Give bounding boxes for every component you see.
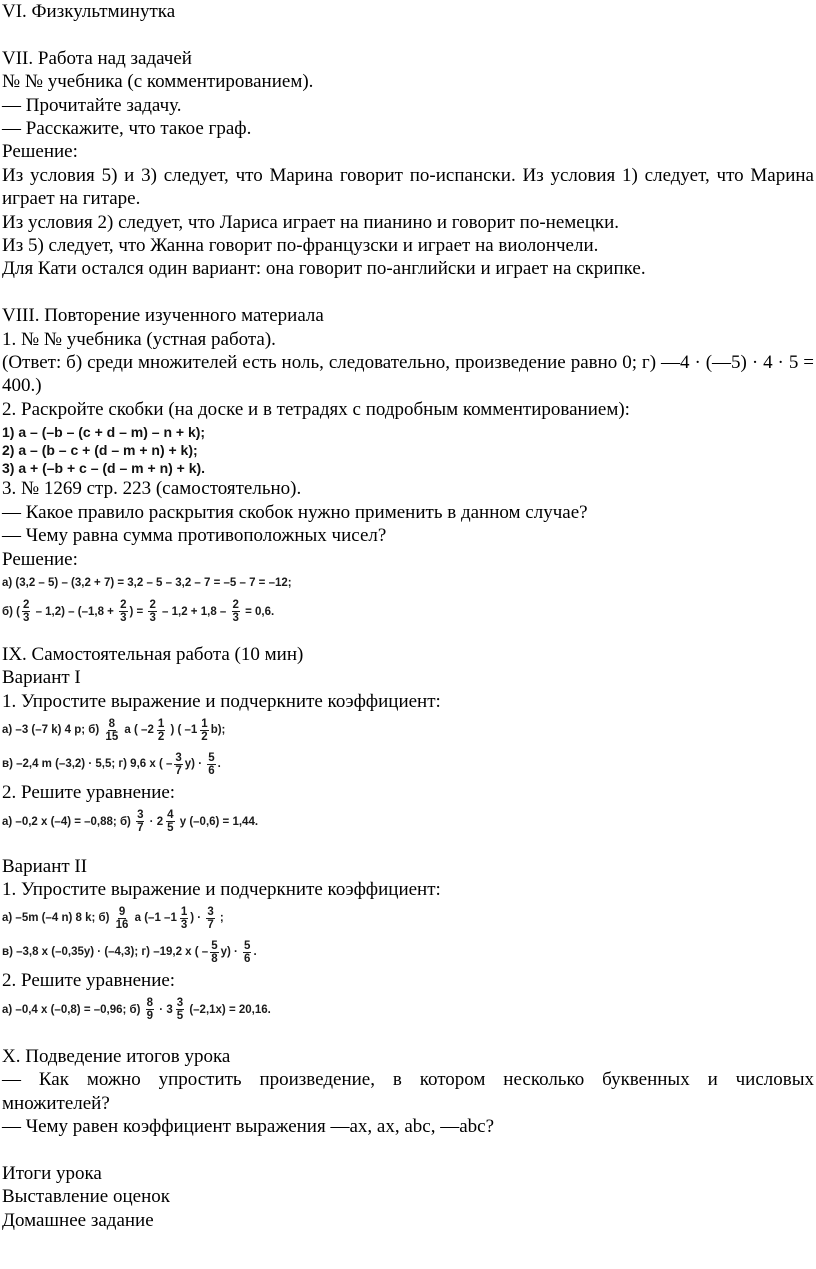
variant1-expr1 xyxy=(2,713,814,747)
text-line: № № учебника (с комментированием). xyxy=(2,71,314,93)
fraction xyxy=(22,599,30,624)
math-text: ; xyxy=(216,912,224,925)
question-paragraph: — Как можно упростить произведение, в котором несколько буквенных и числовых множителей? xyxy=(2,1069,814,1114)
variant2-expr2 xyxy=(2,935,814,969)
spacer xyxy=(2,1027,814,1045)
text-line: Решение: xyxy=(2,141,78,163)
mixed-number xyxy=(191,718,211,743)
variant1-expr2 xyxy=(2,747,814,781)
solution-paragraph: Из условия 2) следует, что Лариса играет на пианино и говорит по-немецки. xyxy=(2,211,620,233)
question-line: — Какое правило раскрытия скобок нужно применить в данном случае? xyxy=(2,501,588,523)
whole-part: 2 xyxy=(147,724,154,737)
math-text: b); xyxy=(210,724,226,737)
section-6-title: VI. Физкультминутка xyxy=(2,1,176,22)
section-10-title: X. Подведение итогов урока xyxy=(2,1045,231,1067)
fraction xyxy=(148,599,156,624)
math-text: · xyxy=(146,815,157,828)
fraction xyxy=(166,809,174,834)
variant-label: Вариант II xyxy=(2,855,88,877)
math-text: а) –5m (–4 n) 8 k; б) xyxy=(2,912,113,925)
whole-part: 2 xyxy=(156,815,164,828)
fraction xyxy=(119,599,127,624)
fraction xyxy=(243,940,251,965)
fraction xyxy=(200,718,208,743)
fraction xyxy=(115,906,130,931)
denominator: 3 xyxy=(149,612,156,625)
solution-a xyxy=(2,571,814,595)
denominator: 6 xyxy=(244,952,251,965)
fraction xyxy=(180,906,188,931)
fraction xyxy=(104,718,119,743)
numerator: 1 xyxy=(180,905,188,918)
numerator: 9 xyxy=(118,905,126,918)
math-text: a (–1 – xyxy=(131,912,171,925)
denominator: 6 xyxy=(208,764,215,777)
math-text: y) · xyxy=(220,946,242,959)
solution-b xyxy=(2,595,814,629)
task-line: 2. Решите уравнение: xyxy=(2,782,176,804)
numerator: 5 xyxy=(208,751,215,764)
math-text: в) –3,8 x (–0,35y) · (–4,3); г) –19,2 x ( – xyxy=(2,946,209,959)
bracket-expression: 1) a – (–b – (c + d – m) – n + k); xyxy=(2,424,206,441)
numerator: 2 xyxy=(22,599,30,612)
mixed-number xyxy=(147,718,167,743)
whole-part: 3 xyxy=(166,1003,173,1016)
mixed-number xyxy=(157,809,177,834)
fraction xyxy=(206,906,214,931)
numerator: 4 xyxy=(167,809,174,822)
variant-label: Вариант I xyxy=(2,667,81,689)
denominator: 8 xyxy=(211,952,218,965)
task-line: 2. Решите уравнение: xyxy=(2,970,176,992)
denominator: 9 xyxy=(146,1010,154,1023)
spacer xyxy=(2,1138,814,1161)
math-text: ) = xyxy=(129,605,147,618)
math-text: в) –2,4 m (–3,2) · 5,5; г) 9,6 x ( – xyxy=(2,758,173,771)
fraction xyxy=(157,718,165,743)
solution-paragraph: Из 5) следует, что Жанна говорит по-французски и играет на виолончели. xyxy=(2,235,599,257)
solution-paragraph: Для Кати остался один вариант: она говорит по-английски и играет на скрипке. xyxy=(2,258,646,280)
spacer xyxy=(2,281,814,304)
math-text: . xyxy=(217,758,221,771)
math-text: y (–0,6) = 1,44. xyxy=(176,815,259,828)
fraction xyxy=(210,940,218,965)
denominator: 7 xyxy=(175,764,182,777)
math-text: y) · xyxy=(184,758,206,771)
question-line: — Чему равен коэффициент выражения —ax, ax, abc, —abc? xyxy=(2,1115,494,1137)
footer-line: Итоги урока xyxy=(2,1162,102,1184)
footer-line: Выставление оценок xyxy=(2,1186,170,1208)
task-line: 1. Упростите выражение и подчеркните коэффициент: xyxy=(2,690,441,712)
bracket-expression: 3) a + (–b + c – (d – m + n) + k). xyxy=(2,460,206,477)
math-text: ) ( – xyxy=(167,724,191,737)
numerator: 5 xyxy=(211,939,218,952)
variant2-expr1 xyxy=(2,901,814,935)
numerator: 1 xyxy=(201,717,208,730)
denominator: 7 xyxy=(137,822,144,835)
fraction xyxy=(146,997,154,1022)
document-page xyxy=(2,0,814,1232)
variant2-equation xyxy=(2,993,814,1027)
fraction xyxy=(232,599,240,624)
math-text: · xyxy=(156,1003,167,1016)
math-text: – 1,2 + 1,8 – xyxy=(158,605,230,618)
spacer xyxy=(2,23,814,46)
mixed-number xyxy=(170,906,190,931)
fraction xyxy=(176,997,184,1022)
numerator: 2 xyxy=(232,599,239,612)
denominator: 3 xyxy=(120,612,127,625)
numerator: 3 xyxy=(175,751,182,764)
spacer xyxy=(2,839,814,855)
section-9-title: IX. Самостоятельная работа (10 мин) xyxy=(2,643,304,665)
math-text: = 0,6. xyxy=(241,605,275,618)
section-7-title: VII. Работа над задачей xyxy=(2,47,192,69)
answer-paragraph: (Ответ: б) среди множителей есть ноль, следовательно, произведение равно 0; г) —4 · (—5) · 4 · 5 = 400.) xyxy=(2,352,814,397)
numerator: 8 xyxy=(108,717,116,730)
fraction xyxy=(207,752,215,777)
denominator: 16 xyxy=(115,918,129,931)
solution-label: Решение: xyxy=(2,548,78,570)
numerator: 2 xyxy=(149,599,156,612)
numerator: 3 xyxy=(176,997,184,1010)
math-text: а) (3,2 – 5) – (3,2 + 7) = 3,2 – 5 – 3,2 – 7 = –5 – 7 = –12; xyxy=(2,576,292,589)
math-text: . xyxy=(253,946,257,959)
math-text: – 1,2) – (–1,8 + xyxy=(32,605,118,618)
mixed-number xyxy=(166,997,186,1022)
math-text: б) ( xyxy=(2,605,20,618)
text-line: 3. № 1269 стр. 223 (самостоятельно). xyxy=(2,478,302,500)
denominator: 5 xyxy=(167,822,174,835)
denominator: 3 xyxy=(180,918,188,931)
math-text: (–2,1x) = 20,16. xyxy=(186,1003,271,1016)
math-text: а) –0,4 x (–0,8) = –0,96; б) xyxy=(2,1003,144,1016)
text-line: — Расскажите, что такое граф. xyxy=(2,118,252,140)
denominator: 2 xyxy=(157,730,165,743)
math-text: a ( – xyxy=(121,724,148,737)
numerator: 1 xyxy=(157,717,165,730)
denominator: 5 xyxy=(176,1010,184,1023)
math-text: а) –0,2 x (–4) = –0,88; б) xyxy=(2,815,135,828)
footer-line: Домашнее задание xyxy=(2,1209,154,1231)
fraction xyxy=(136,809,144,834)
denominator: 2 xyxy=(201,730,208,743)
numerator: 3 xyxy=(137,809,144,822)
question-line: — Чему равна сумма противоположных чисел? xyxy=(2,525,387,547)
section-8-title: VIII. Повторение изученного материала xyxy=(2,305,324,327)
denominator: 3 xyxy=(22,612,30,625)
whole-part: 1 xyxy=(170,912,177,925)
numerator: 3 xyxy=(207,905,214,918)
solution-paragraph: Из условия 5) и 3) следует, что Марина говорит по-испански. Из условия 1) следует, что Марина играет на гитаре. xyxy=(2,164,814,210)
task-line: 1. Упростите выражение и подчеркните коэффициент: xyxy=(2,878,441,900)
denominator: 15 xyxy=(105,730,119,743)
variant1-equation xyxy=(2,805,814,839)
math-text: а) –3 (–7 k) 4 p; б) xyxy=(2,724,103,737)
numerator: 8 xyxy=(146,997,154,1010)
bracket-expression: 2) a – (b – c + (d – m + n) + k); xyxy=(2,442,198,459)
denominator: 7 xyxy=(207,918,214,931)
numerator: 2 xyxy=(120,599,127,612)
numerator: 5 xyxy=(244,939,251,952)
math-text: ) · xyxy=(190,912,205,925)
text-line: — Прочитайте задачу. xyxy=(2,94,182,116)
text-line: 1. № № учебника (устная работа). xyxy=(2,328,276,350)
fraction xyxy=(174,752,182,777)
text-line: 2. Раскройте скобки (на доске и в тетрадях с подробным комментированием): xyxy=(2,398,630,420)
denominator: 3 xyxy=(232,612,239,625)
spacer xyxy=(2,629,814,643)
whole-part: 1 xyxy=(190,724,198,737)
